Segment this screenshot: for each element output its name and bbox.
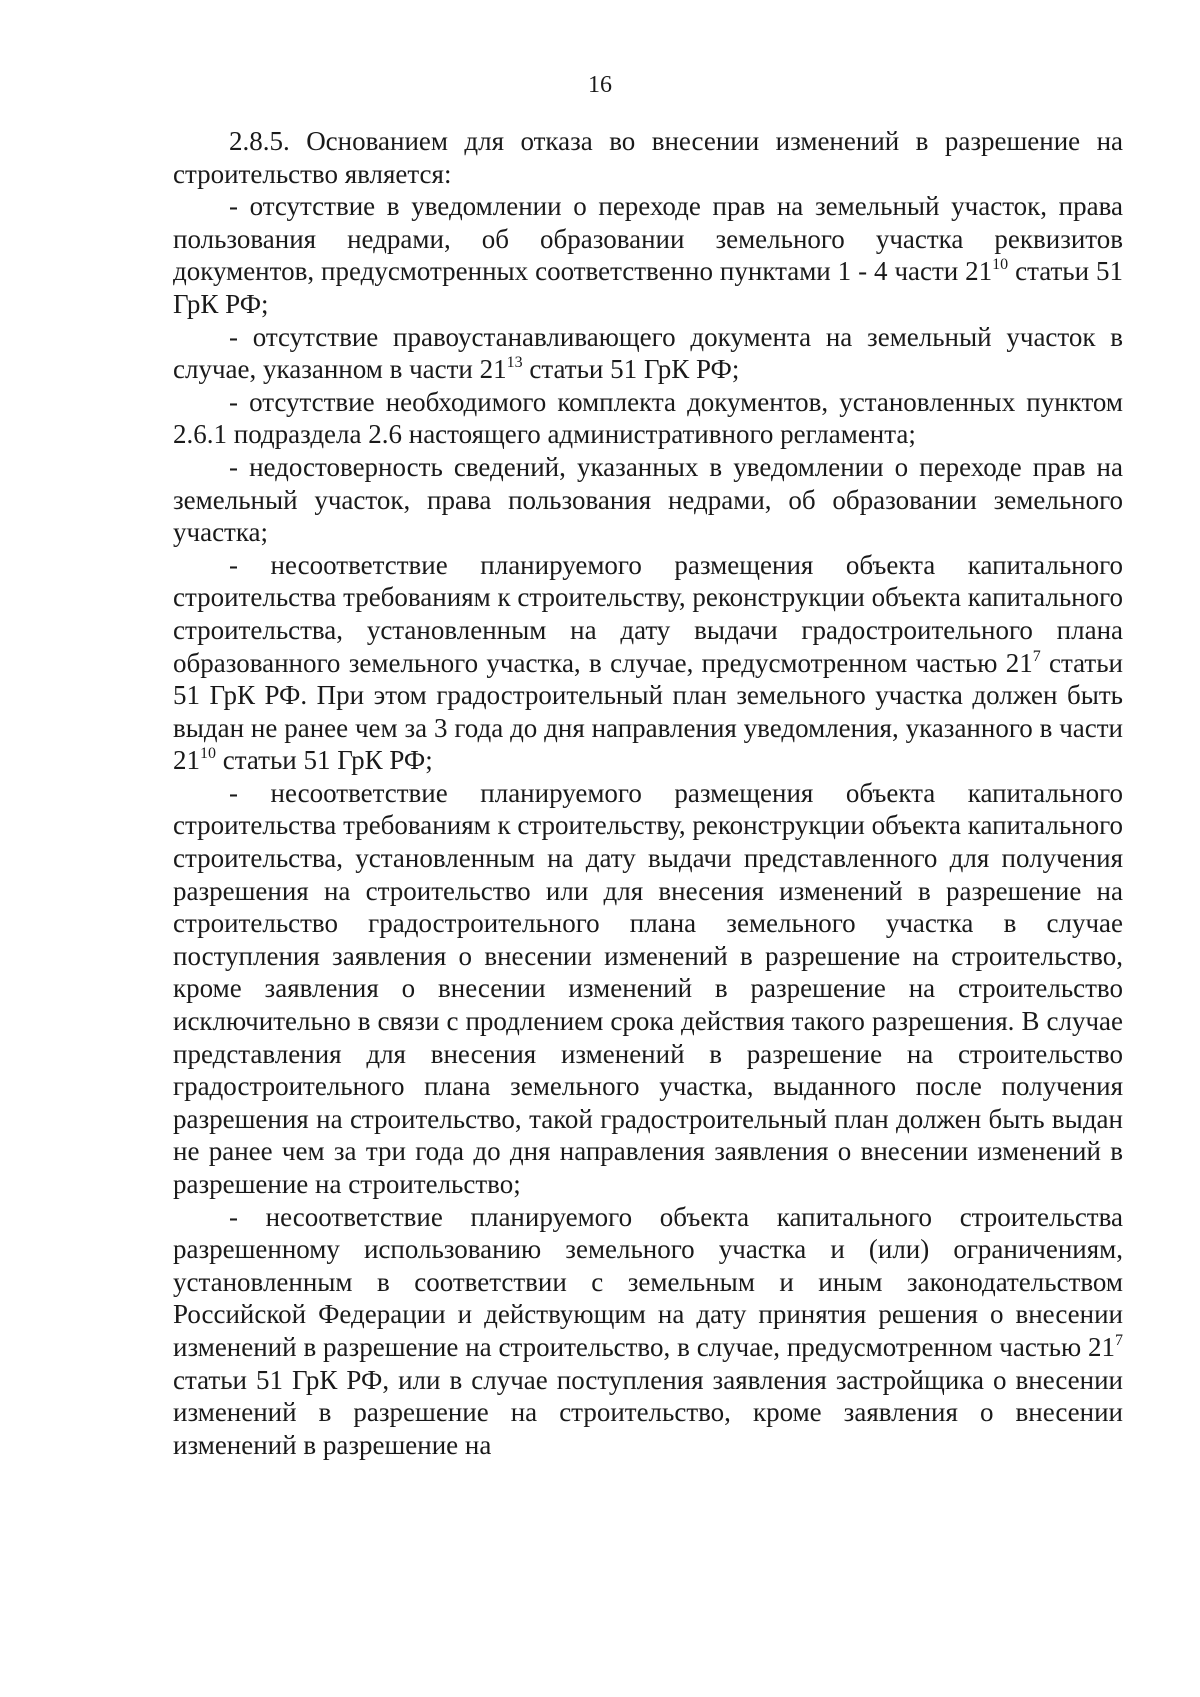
paragraph-text: - несоответствие планируемого объекта капитального строительства разрешенному использованию земельного участка и (или) ограничениям, установленным в соответствии с земельным и иным законодательством Российской Федерации и действующим на дату принятия решения о внесении изменений в разрешение на строительство, в случае, предусмотренном частью 21	[173, 1201, 1123, 1362]
superscript: 13	[506, 353, 523, 371]
paragraph-text: - отсутствие в уведомлении о переходе прав на земельный участок, права пользования недрами, об образовании земельного участка реквизитов документов, предусмотренных соответственно пунктами 1 - 4 части 21	[173, 191, 1123, 287]
list-item-no-title-document	[173, 321, 1123, 386]
paragraph-text: статьи 51 ГрК РФ, или в случае поступления заявления застройщика о внесении изменений в разрешение на строительство, кроме заявления о внесении изменений в разрешение на	[173, 1364, 1123, 1460]
paragraph-text: - отсутствие необходимого комплекта документов, установленных пунктом 2.6.1 подраздела 2.6 настоящего административного регламента;	[173, 386, 1123, 450]
list-item-unreliable-info	[173, 451, 1123, 549]
paragraph-text: - несоответствие планируемого размещения объекта капитального строительства требованиям к строительству, реконструкции объекта капитального строительства, установленным на дату выдачи градостроительного плана образованного земельного участка, в случае, предусмотренном частью 21	[173, 549, 1123, 678]
paragraph-text: статьи 51 ГрК РФ;	[216, 745, 433, 776]
list-item-noncompliance-permitted-use	[173, 1201, 1123, 1462]
paragraph-text: - недостоверность сведений, указанных в уведомлении о переходе прав на земельный участок, права пользования недрами, об образовании земельного участка;	[173, 451, 1123, 548]
superscript: 7	[1115, 1331, 1123, 1349]
superscript: 10	[992, 256, 1009, 274]
superscript: 10	[200, 745, 216, 763]
paragraph-text: 2.8.5. Основанием для отказа во внесении изменений в разрешение на строительство является:	[173, 126, 1123, 189]
list-item-noncompliance-gpzu-submitted	[173, 777, 1123, 1201]
paragraph-text: - несоответствие планируемого размещения объекта капитального строительства требованиям к строительству, реконструкции объекта капитального строительства, установленным на дату выдачи представленного для получения разрешения на строительство или для внесения изменений в разрешение на строительство градостроительного плана земельного участка в случае поступления заявления о внесении изменений в разрешение на строительство, кроме заявления о внесении изменений в разрешение на строительство исключительно в связи с продлением срока действия такого разрешения. В случае представления для внесения изменений в разрешение на строительство градостроительного плана земельного участка, выданного после получения разрешения на строительство, такой градостроительный план должен быть выдан не ранее чем за три года до дня направления заявления о внесении изменений в разрешение на строительство;	[173, 777, 1123, 1199]
paragraph-text: статьи 51 ГрК РФ;	[522, 354, 740, 385]
document-body	[173, 125, 1123, 1461]
paragraph-text: статьи 51 ГрК РФ. При этом градостроительный план земельного участка должен быть выдан не ранее чем за 3 года до дня направления уведомления, указанного в части 21	[173, 647, 1123, 776]
paragraph-2-8-5-heading	[173, 125, 1123, 190]
paragraph-text: - отсутствие правоустанавливающего документа на земельный участок в случае, указанном в части 21	[173, 321, 1123, 385]
list-item-incomplete-documents	[173, 386, 1123, 451]
list-item-noncompliance-gpzu-formed	[173, 549, 1123, 777]
page-number: 16	[588, 72, 612, 98]
superscript: 7	[1032, 647, 1041, 665]
paragraph-text: статьи 51 ГрК РФ;	[173, 256, 1123, 319]
list-item-no-requisites	[173, 190, 1123, 320]
